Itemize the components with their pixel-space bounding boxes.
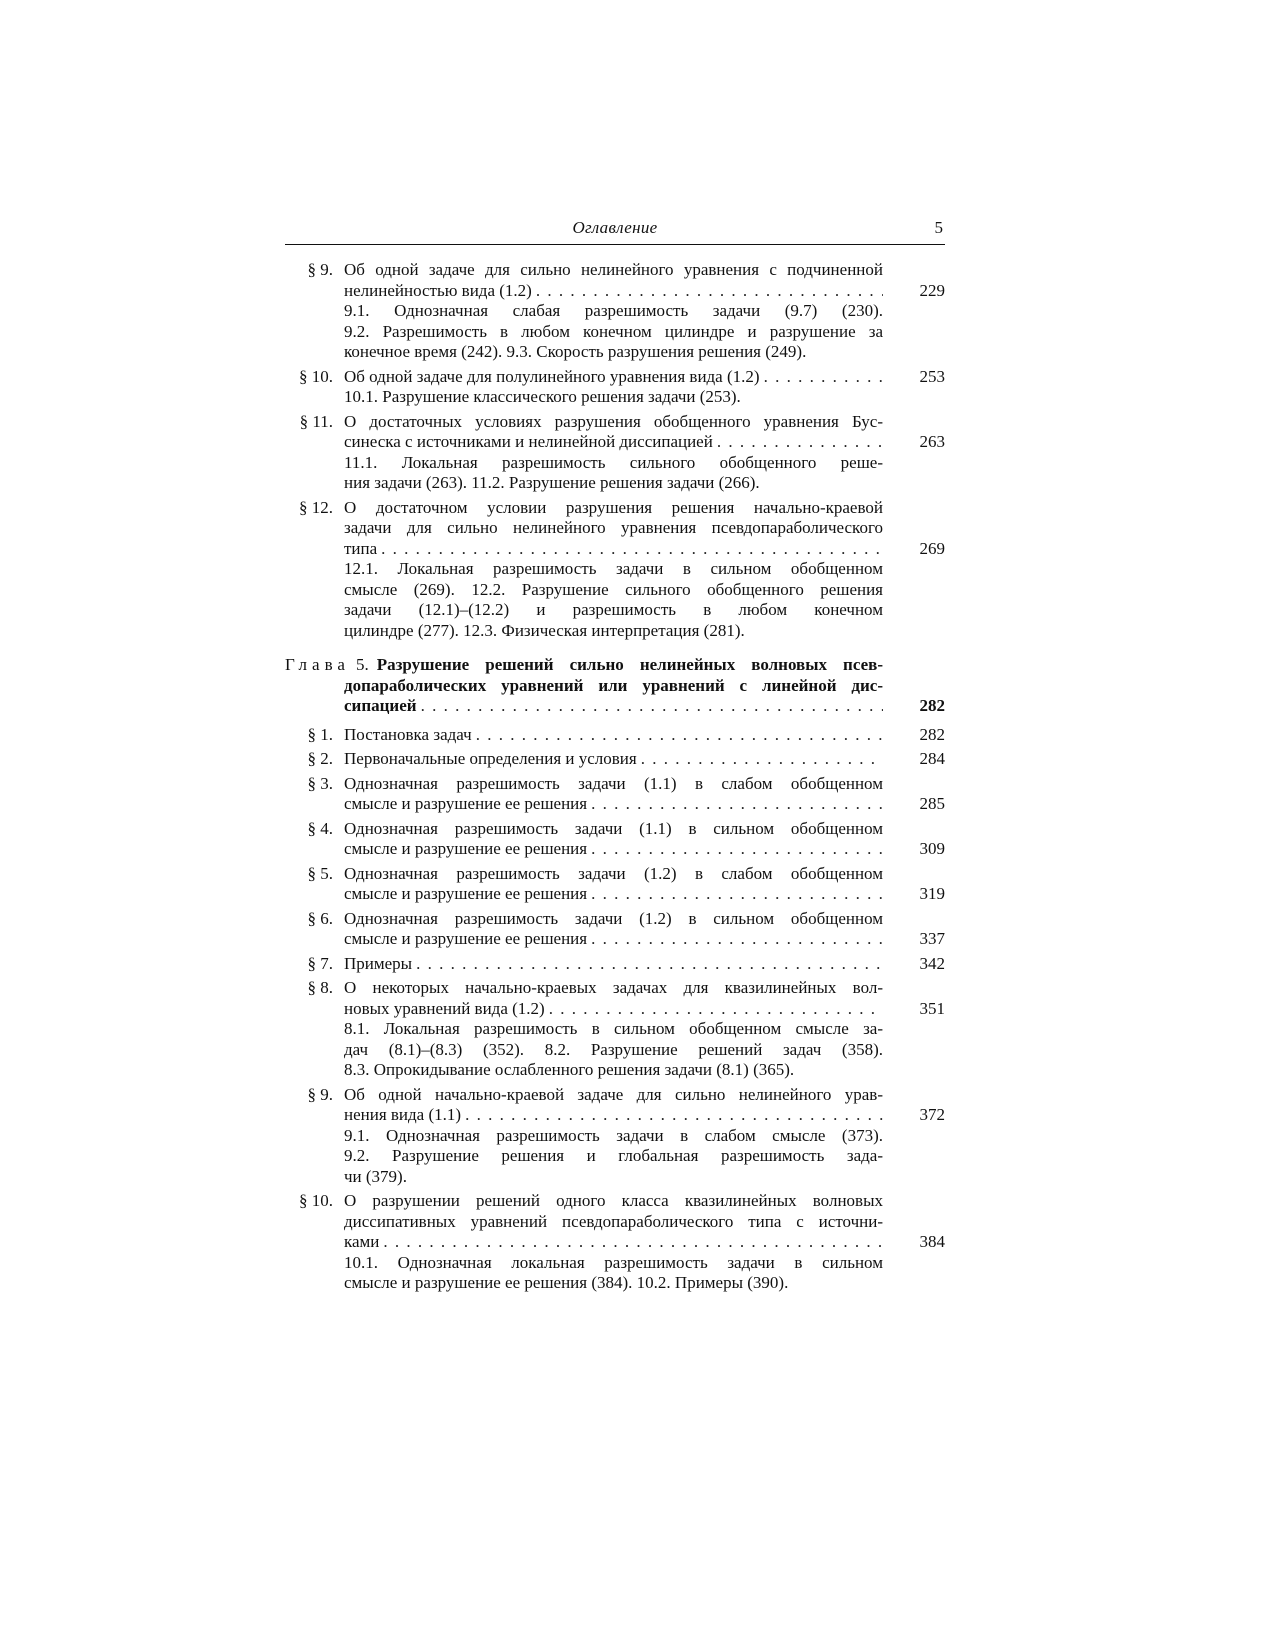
subsection-line: 9.2. Разрешимость в любом конечном цилиндре и разрушение за [344, 321, 883, 341]
page-ref: 351 [919, 998, 945, 1018]
running-head [285, 218, 945, 245]
section-number: § 4. [307, 818, 333, 838]
toc-entry [285, 909, 945, 950]
subsection-line: 12.1. Локальная разрешимость задачи в сильном обобщенном [344, 559, 883, 578]
entry-title-last-line [344, 280, 945, 302]
page-ref: 319 [919, 884, 945, 903]
entry-title-line: задачи для сильно нелинейного уравнения псевдопараболического [344, 518, 883, 537]
page-ref: 229 [919, 280, 945, 300]
section-number: § 9. [307, 260, 333, 279]
entry-title-last-line [344, 953, 945, 975]
entry-title-last-line [344, 1105, 945, 1126]
entry-title-line: О достаточном условии разрушения решения начально-краевой [344, 497, 883, 517]
section-number: § 12. [299, 497, 333, 517]
entry-title-line: Однозначная разрешимость задачи (1.1) в слабом обобщенном [344, 773, 883, 793]
entry-title-text: смысле и разрушение ее решения [344, 929, 588, 948]
toc-entry [285, 749, 945, 770]
section-number: § 9. [307, 1084, 333, 1104]
page-ref: 253 [919, 366, 945, 386]
page-ref: 384 [919, 1232, 945, 1251]
entry-title-text: Постановка задач [344, 724, 472, 744]
leader-dots [476, 725, 883, 746]
chapter-title-last: сипацией [344, 696, 417, 715]
subsection-line: ния задачи (263). 11.2. Разрушение решения задачи (266). [344, 473, 760, 492]
leader-dots [591, 884, 883, 905]
entry-title-text: новых уравнений вида (1.2) [344, 998, 545, 1018]
subsection-line: 11.1. Локальная разрешимость сильного обобщенного реше- [344, 452, 883, 472]
leader-dots [465, 1105, 883, 1126]
toc-entry [285, 819, 945, 860]
subsection-line: 10.1. Однозначная локальная разрешимость задачи в сильном [344, 1252, 883, 1272]
subsections [344, 1019, 883, 1081]
toc-entry [285, 498, 945, 642]
chapter-number: 5. [355, 655, 369, 674]
section-number: § 10. [299, 366, 333, 386]
entry-title-text: нения вида (1.1) [344, 1105, 462, 1124]
entry-title-last-line [344, 884, 945, 905]
section-number: § 2. [307, 749, 333, 768]
entry-title-text: Примеры [344, 953, 413, 973]
chapter-title-line: допараболических уравнений или уравнений с линейной дис- [344, 675, 883, 695]
entry-title-last-line [344, 839, 945, 860]
entry-title-line: диссипативных уравнений псевдопараболического типа с источни- [344, 1211, 883, 1231]
section-number: § 7. [307, 953, 333, 973]
leader-dots [591, 794, 883, 815]
toc-entry [285, 1191, 945, 1294]
page-ref: 282 [919, 724, 945, 744]
entry-title-line: Однозначная разрешимость задачи (1.1) в сильном обобщенном [344, 818, 883, 838]
section-number: § 10. [299, 1191, 333, 1210]
entry-title-last-line [344, 929, 945, 950]
chapter-label: Глава [285, 655, 350, 674]
toc-page [285, 218, 945, 1298]
subsection-line: 9.1. Однозначная разрешимость задачи в слабом смысле (373). [344, 1125, 883, 1145]
toc-entry [285, 1085, 945, 1188]
page-ref: 269 [919, 538, 945, 558]
page-ref: 342 [919, 953, 945, 973]
subsections [344, 559, 883, 641]
section-number: § 6. [307, 908, 333, 928]
entry-title-last-line [344, 794, 945, 815]
page-number: 5 [934, 218, 943, 237]
leader-dots [641, 749, 883, 770]
toc-entry [285, 367, 945, 408]
entry-title-text: нелинейностью вида (1.2) [344, 280, 532, 300]
leader-dots [764, 367, 883, 388]
entry-title-line: О некоторых начально-краевых задачах для квазилинейных вол- [344, 978, 883, 997]
toc-section-chapter-4 [285, 260, 945, 641]
entry-title-last-line [344, 1232, 945, 1253]
page-ref: 284 [919, 749, 945, 768]
page-ref: 263 [919, 432, 945, 451]
entry-title-text: смысле и разрушение ее решения [344, 794, 588, 813]
page-ref: 309 [919, 839, 945, 858]
page-ref: 372 [919, 1105, 945, 1124]
leader-dots [591, 839, 883, 860]
subsections [344, 453, 883, 494]
entry-title-text: смысле и разрушение ее решения [344, 884, 588, 903]
subsections [344, 1253, 883, 1294]
entry-title-text: смысле и разрушение ее решения [344, 839, 588, 858]
page-ref: 282 [919, 696, 945, 715]
chapter-title-line: Разрушение решений сильно нелинейных волновых псев- [376, 655, 883, 674]
entry-title-text: синеска с источниками и нелинейной диссипацией [344, 432, 713, 451]
entry-title-last-line [344, 366, 945, 388]
subsection-line: цилиндре (277). 12.3. Физическая интерпретация (281). [344, 620, 745, 640]
leader-dots [536, 281, 883, 302]
section-number: § 8. [307, 978, 333, 997]
toc-entry [285, 978, 945, 1081]
toc-entry [285, 725, 945, 746]
section-number: § 3. [307, 773, 333, 793]
subsection-line: смысле (269). 12.2. Разрушение сильного обобщенного решения [344, 579, 883, 599]
subsections [344, 1126, 883, 1188]
subsection-line: 9.1. Однозначная слабая разрешимость задачи (9.7) (230). [344, 301, 883, 320]
entry-title-line: Об одной задаче для сильно нелинейного уравнения с подчиненной [344, 260, 883, 279]
entry-title-last-line [344, 724, 945, 746]
subsections [344, 301, 883, 363]
subsection-line: дач (8.1)–(8.3) (352). 8.2. Разрушение решений задач (358). [344, 1039, 883, 1059]
section-number: § 11. [299, 411, 333, 431]
leader-dots [416, 954, 883, 975]
subsection-line: конечное время (242). 9.3. Скорость разрушения решения (249). [344, 342, 807, 361]
subsection-line: 9.2. Разрушение решения и глобальная разрешимость зада- [344, 1146, 883, 1165]
page-ref: 337 [919, 929, 945, 948]
subsection-line: смысле и разрушение ее решения (384). 10.2. Примеры (390). [344, 1273, 789, 1292]
toc-section-chapter-5 [285, 725, 945, 1294]
entry-title-last-line [344, 432, 945, 453]
section-number: § 1. [307, 724, 333, 744]
subsections [344, 387, 883, 408]
entry-title-text: Первоначальные определения и условия [344, 749, 637, 768]
entry-title-last-line [344, 538, 945, 560]
subsection-line: задачи (12.1)–(12.2) и разрешимость в любом конечном [344, 600, 883, 619]
running-title: Оглавление [572, 218, 658, 237]
subsection-line: 8.1. Локальная разрешимость в сильном обобщенном смысле за- [344, 1019, 883, 1038]
entry-title-line: Однозначная разрешимость задачи (1.2) в слабом обобщенном [344, 863, 883, 883]
leader-dots [549, 999, 883, 1020]
leader-dots [421, 696, 883, 717]
leader-dots [591, 929, 883, 950]
entry-title-text: Об одной задаче для полулинейного уравнения вида (1.2) [344, 366, 760, 386]
section-number: § 5. [307, 863, 333, 883]
subsection-line: 10.1. Разрушение классического решения задачи (253). [344, 387, 741, 406]
leader-dots [383, 1232, 883, 1253]
entry-title-last-line [344, 749, 945, 770]
entry-title-last-line [344, 998, 945, 1020]
chapter-heading [285, 655, 945, 717]
subsection-line: 8.3. Опрокидывание ослабленного решения задачи (8.1) (365). [344, 1060, 795, 1079]
entry-title-line: Однозначная разрешимость задачи (1.2) в сильном обобщенном [344, 908, 883, 928]
entry-title-text: ками [344, 1232, 380, 1251]
leader-dots [381, 539, 883, 560]
page-ref: 285 [919, 794, 945, 813]
toc-entry [285, 774, 945, 815]
leader-dots [717, 432, 883, 453]
toc-entry [285, 864, 945, 905]
subsection-line: чи (379). [344, 1166, 407, 1186]
entry-title-text: типа [344, 538, 378, 558]
entry-title-line: Об одной начально-краевой задаче для сильно нелинейного урав- [344, 1084, 883, 1104]
entry-title-line: О разрушении решений одного класса квазилинейных волновых [344, 1191, 883, 1210]
toc-entry [285, 954, 945, 975]
toc-entry [285, 260, 945, 363]
toc-entry [285, 412, 945, 494]
entry-title-line: О достаточных условиях разрушения обобщенного уравнения Бус- [344, 411, 883, 431]
